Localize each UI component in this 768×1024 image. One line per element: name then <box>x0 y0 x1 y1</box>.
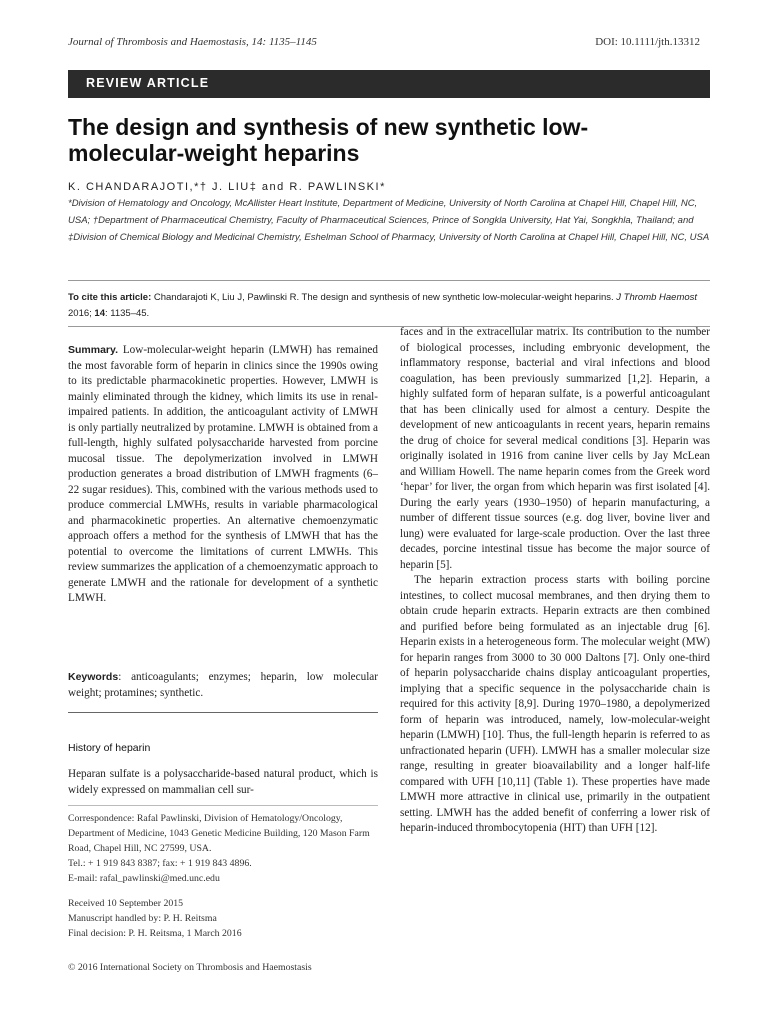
summary-label: Summary. <box>68 344 118 356</box>
citation-text: Chandarajoti K, Liu J, Pawlinski R. The design and synthesis of new synthetic low-molecular-weight heparins. <box>153 292 614 303</box>
article-type-band <box>68 70 710 98</box>
citation-pages: : 1135–45. <box>105 308 150 319</box>
article-type-label: REVIEW ARTICLE <box>86 76 210 90</box>
citation-year: 2016; <box>68 308 92 319</box>
received-date: Received 10 September 2015 <box>68 898 184 909</box>
author-list: K. CHANDARAJOTI,*† J. LIU‡ and R. PAWLINSKI* <box>68 181 386 193</box>
summary-paragraph <box>68 343 378 607</box>
correspondence-phone: Tel.: + 1 919 843 8387; fax: + 1 919 843 4896. <box>68 858 252 869</box>
history-paragraph: Heparan sulfate is a polysaccharide-based natural product, which is widely expressed on mammalian cell sur- <box>68 768 378 796</box>
final-decision: Final decision: P. H. Reitsma, 1 March 2016 <box>68 928 242 939</box>
author-affiliations: *Division of Hematology and Oncology, McAllister Heart Institute, Department of Medicine, University of North Carolina at Chapel Hill, Chapel Hill, NC, USA; †Department of Pharmaceutical Chemistry, Faculty of Pharmaceutical Sciences, Prince of Songkla University, Hat Yai, Songkhla, Thailand; and ‡Division of Chemical Biology and Medicinal Chemistry, Eshelman School of Pharmacy, University of North Carolina at Chapel Hill, Chapel Hill, NC, USA <box>68 198 710 243</box>
keywords-label: Keywords <box>68 671 119 683</box>
dates-block <box>68 896 378 941</box>
doi-label[interactable]: DOI: 10.1111/jth.13312 <box>595 36 700 48</box>
correspondence-email[interactable]: E-mail: rafal_pawlinski@med.unc.edu <box>68 873 220 884</box>
keywords-paragraph <box>68 670 378 701</box>
correspondence-block <box>68 811 378 886</box>
journal-reference: Journal of Thrombosis and Haemostasis, 14: 1135–1145 <box>68 36 317 48</box>
correspondence-address: Correspondence: Rafal Pawlinski, Division of Hematology/Oncology, Department of Medicine, 1043 Genetic Medicine Building, 120 Mason Farm Road, Chapel Hill, NC 27599, USA. <box>68 813 370 854</box>
divider <box>68 712 378 713</box>
keywords-text: : anticoagulants; enzymes; heparin, low molecular weight; protamines; synthetic. <box>68 671 378 699</box>
summary-text: Low-molecular-weight heparin (LMWH) has remained the most favorable form of heparin in clinics since the 1990s owing to its predictable pharmacokinetic properties. However, LMWH is mainly eliminated through the kidney, which limits its use in renal-impaired patients. In addition, the anticoagulant activity of LMWH is only partially neutralized by protamine. LMWH is obtained from a full-length, highly sulfated polysaccharide harvested from porcine mucosal tissue. The depolymerization involved in LMWH production generates a broad distribution of LMWH fragments (6–22 sugar residues). This, combined with the various methods used to produce commercial LMWHs, results in variable pharmacological and pharmacokinetic properties. An alternative chemoenzymatic approach offers a method for the synthesis of LMWH that has the potential to overcome the limitations of current LMWHs. This review summarizes the application of a chemoenzymatic approach to generate LMWH and the rationale for development of a synthetic LMWH. <box>68 344 378 604</box>
divider <box>68 805 378 806</box>
citation-journal: J Thromb Haemost <box>616 292 698 303</box>
body-paragraph: The heparin extraction process starts with boiling porcine intestines, to collect mucosal membranes, and then drying them to obtain crude heparin extracts. Heparin extracts are then combined and purified before being formulated as an injectable drug [6]. Heparin exists in a heterogeneous form. The molecular weight (MW) for heparin ranges from 3000 to 30 000 Daltons [7]. Only one-third of heparin polysaccharide chains display anticoagulant properties, implying that a specific sequence in the polysaccharide chain is required for this activity [8,9]. During 1970–1980, a depolymerized form of heparin was introduced, namely, low-molecular-weight heparin (LMWH) [10]. Thus, the full-length heparin is referred to as unfractionated heparin (UFH). LMWH has a smaller molecular size range, resulting in greater bioavailability and a longer half-life compared with UFH [10,11] (Table 1). These properties have made LMWH more attractive in clinical use, primarily in the outpatient setting. LMWH has the added benefit of conferring a lower risk of heparin-induced thrombocytopenia (HIT) than UFH [12]. <box>400 574 710 834</box>
section-heading: History of heparin <box>68 742 151 754</box>
body-text-right <box>400 325 710 837</box>
article-title: The design and synthesis of new synthetic low-molecular-weight heparins <box>68 114 589 166</box>
citation-block <box>68 290 710 322</box>
copyright-footer: © 2016 International Society on Thrombosis and Haemostasis <box>68 962 312 973</box>
divider <box>68 280 710 281</box>
manuscript-handler: Manuscript handled by: P. H. Reitsma <box>68 913 217 924</box>
body-paragraph: faces and in the extracellular matrix. Its contribution to the number of biological processes, including embryonic development, the inflammatory response, bacterial and viral infections and blood coagulation, has been previously summarized [1,2]. Heparin, a highly sulfated form of heparan sulfate, is a powerful anticoagulant that has been clinically used for almost a century. Despite the development of new anticoagulants in recent years, heparin remains the drug of choice for several medical conditions [3]. Heparin was originally isolated in 1916 from canine liver cells by Jay McLean and William Howell. The name heparin comes from the Greek word ‘hepar’ for liver, the organ from which heparin was first isolated [4]. During the early years (1930–1950) of heparin manufacturing, a number of different tissue sources (e.g. dog liver, bovine liver and lung) were evaluated for large-scale production. Over the last three decades, porcine intestinal tissue has become the major source of heparin [5]. <box>400 326 710 571</box>
citation-volume: 14 <box>94 308 105 319</box>
citation-label: To cite this article: <box>68 292 152 303</box>
